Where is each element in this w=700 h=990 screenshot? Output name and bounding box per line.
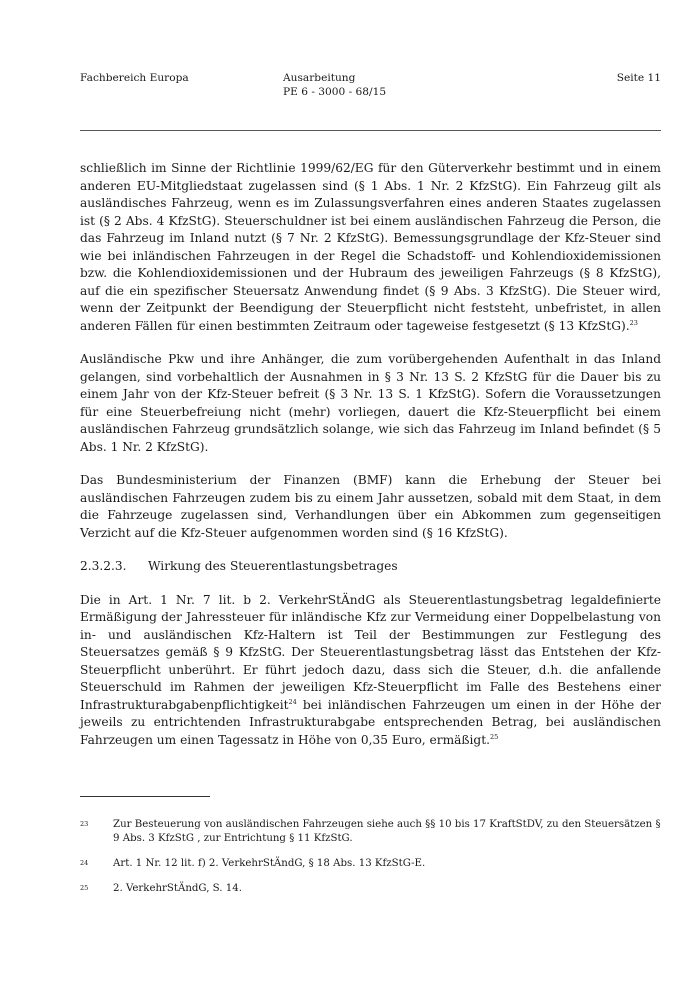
footnote-number: 23 <box>80 820 89 828</box>
footnote-25 <box>80 882 661 896</box>
paragraph-4-text-a: Die in Art. 1 Nr. 7 lit. b 2. VerkehrStÄndG als Steuerentlastungsbetrag legaldefinierte Ermäßigung der Jahressteuer für inländische Kfz zur Vermeidung einer Doppelbelastung von in- und ausländischen Kfz-Haltern ist Teil der Bestimmungen zur Festlegung des Steuersatzes gemäß § 9 KfzStG. Der Steuerentlastungsbetrag lässt das Entstehen der Kfz-Steuerpflicht unberührt. Er führt jedoch dazu, dass sich die Steuer, d.h. die anfallende Steuerschuld im Rahmen der jeweiligen Kfz-Steuerpflicht im Falle des Bestehens einer Infrastrukturabgabenpflichtigkeit <box>80 592 661 712</box>
header-doc-type: Ausarbeitung <box>283 72 356 84</box>
header-doc-ref: PE 6 - 3000 - 68/15 <box>283 86 387 98</box>
paragraph-4-text-b: bei inländischen Fahrzeugen um einen in der Höhe der jeweils zu entrichtenden Infrastrukturabgabe entsprechenden Betrag, bei ausländischen Fahrzeugen um einen Tagessatz in Höhe von 0,35 Euro, ermäßigt. <box>80 697 661 747</box>
page-header <box>80 71 661 111</box>
footnote-divider <box>80 796 210 797</box>
header-document-info <box>283 71 386 99</box>
header-page-number: Seite 11 <box>616 72 661 84</box>
footnotes <box>80 818 661 907</box>
paragraph-2: Ausländische Pkw und ihre Anhänger, die zum vorübergehenden Aufenthalt in das Inland gelangen, sind vorbehaltlich der Ausnahmen in § 3 Nr. 13 S. 2 KfzStG für die Dauer bis zu einem Jahr von der Kfz-Steuer befreit (§ 3 Nr. 13 S. 1 KfzStG). Sofern die Voraussetzungen für eine Steuerbefreiung nicht (mehr) vorliegen, dauert die Kfz-Steuerpflicht bei einem ausländischen Fahrzeug grundsätzlich solange, wie sich das Fahrzeug im Inland befindet (§ 5 Abs. 1 Nr. 2 KfzStG). <box>80 352 661 454</box>
header-divider <box>80 130 661 131</box>
footnote-text: Zur Besteuerung von ausländischen Fahrzeugen siehe auch §§ 10 bis 17 KraftStDV, zu den Steuersätzen § 9 Abs. 3 KfzStG , zur Entrichtung § 11 KfzStG. <box>113 819 661 844</box>
section-number: 2.3.2.3. <box>80 559 127 573</box>
section-title: Wirkung des Steuerentlastungsbetrages <box>148 559 398 573</box>
footnote-number: 25 <box>80 884 89 892</box>
paragraph-1-text: schließlich im Sinne der Richtlinie 1999/62/EG für den Güterverkehr bestimmt und in einem anderen EU-Mitgliedstaat zugelassen sind (§ 1 Abs. 1 Nr. 2 KfzStG). Ein Fahrzeug gilt als ausländisches Fahrzeug, wenn es im Zulassungsverfahren eines anderen Staates zugelassen ist (§ 2 Abs. 4 KfzStG). Steuerschuldner ist bei einem ausländischen Fahrzeug die Person, die das Fahrzeug im Inland nutzt (§ 7 Nr. 2 KfzStG). Bemessungsgrundlage der Kfz-Steuer sind wie bei inländischen Fahrzeugen in der Regel die Schadstoff- und Kohlendioxidemissionen bzw. die Kohlendioxidemissionen und der Hubraum des jeweiligen Fahrzeugs (§ 8 KfzStG), auf die ein spezifischer Steuersatz Anwendung findet (§ 9 Abs. 3 KfzStG). Die Steuer wird, wenn der Zeitpunkt der Beendigung der Steuerpflicht nicht feststeht, unbefristet, in allen anderen Fällen für einen bestimmten Zeitraum oder tageweise festgesetzt (§ 13 KfzStG). <box>80 161 661 333</box>
footnote-ref-23[interactable]: 23 <box>629 318 638 327</box>
footnote-ref-24[interactable]: 24 <box>288 697 297 706</box>
paragraph-3: Das Bundesministerium der Finanzen (BMF) kann die Erhebung der Steuer bei ausländischen Fahrzeugen zudem bis zu einem Jahr aussetzen, sobald mit dem Staat, in dem die Fahrzeuge zugelassen sind, Verhandlungen über ein Abkommen zum gegenseitigen Verzicht auf die Kfz-Steuer aufgenommen worden sind (§ 16 KfzStG). <box>80 473 661 540</box>
footnote-text: Art. 1 Nr. 12 lit. f) 2. VerkehrStÄndG, § 18 Abs. 13 KfzStG-E. <box>113 858 426 869</box>
main-body <box>80 160 661 749</box>
paragraph-4 <box>80 592 661 750</box>
paragraph-1 <box>80 160 661 335</box>
footnote-ref-25[interactable]: 25 <box>490 732 499 741</box>
section-heading <box>80 558 661 576</box>
footnote-text: 2. VerkehrStÄndG, S. 14. <box>113 883 242 894</box>
footnote-24 <box>80 857 661 871</box>
footnote-23 <box>80 818 661 846</box>
header-department: Fachbereich Europa <box>80 72 189 84</box>
footnote-number: 24 <box>80 859 89 867</box>
